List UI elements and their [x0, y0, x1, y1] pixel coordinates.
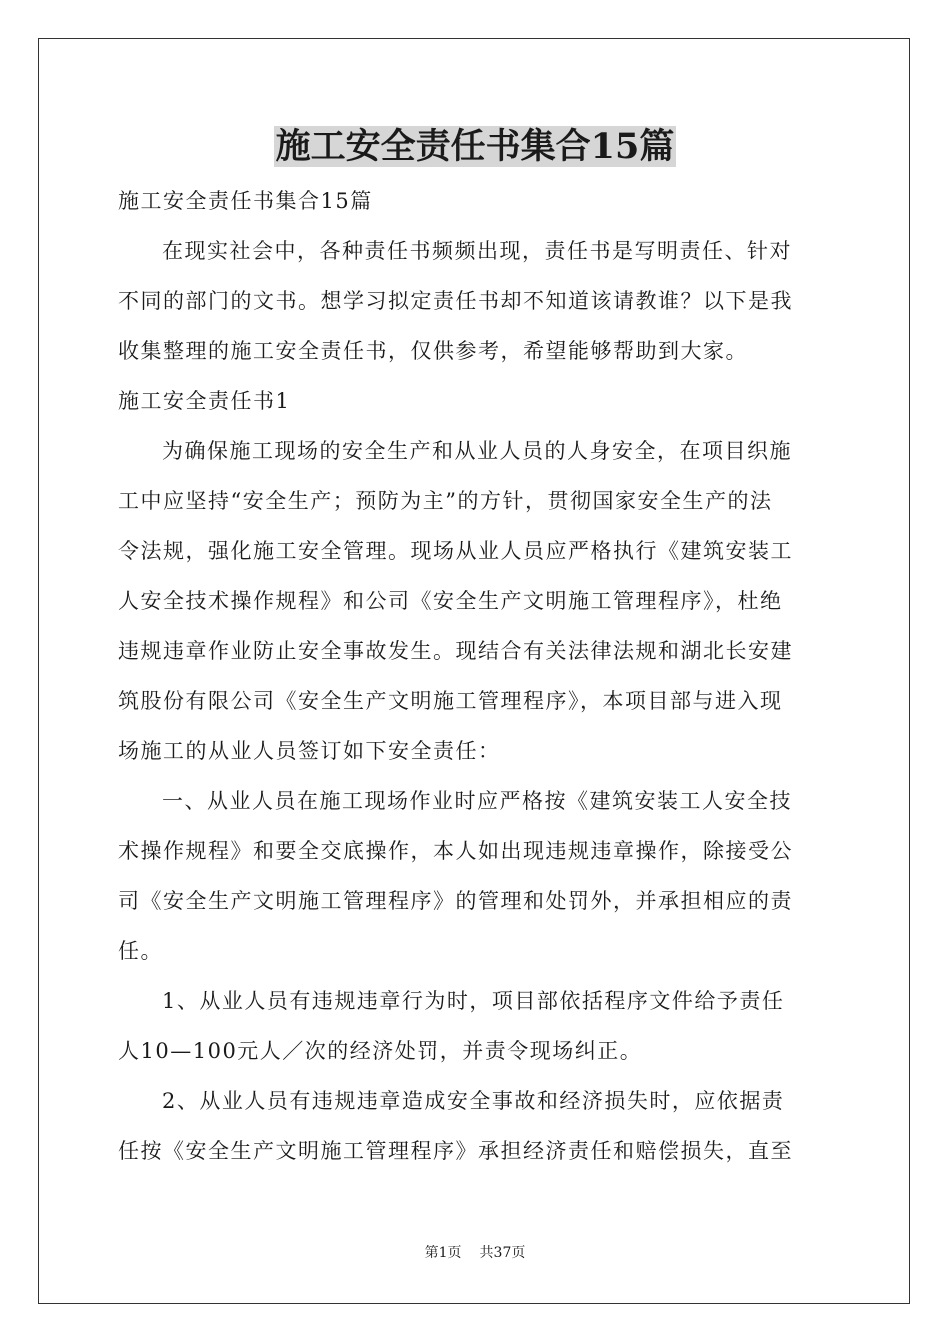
paragraph-line: 任。 — [118, 939, 163, 963]
paragraph-line: 场施工的从业人员签订如下安全责任： — [118, 739, 501, 763]
paragraph-line: 在现实社会中，各种责任书频频出现，责任书是写明责任、针对 — [162, 239, 792, 263]
paragraph-line: 任按《安全生产文明施工管理程序》承担经济责任和赔偿损失，直至 — [118, 1139, 793, 1163]
paragraph-line: 人10—100元人／次的经济处罚，并责令现场纠正。 — [118, 1039, 643, 1063]
page-number: 第1页 — [424, 1245, 462, 1261]
paragraph-line: 令法规，强化施工安全管理。现场从业人员应严格执行《建筑安装工 — [118, 539, 793, 563]
paragraph-line: 司《安全生产文明施工管理程序》的管理和处罚外，并承担相应的责 — [118, 889, 793, 913]
paragraph-line: 筑股份有限公司《安全生产文明施工管理程序》，本项目部与进入现 — [118, 689, 783, 713]
page-total: 共37页 — [479, 1245, 526, 1261]
paragraph-line: 收集整理的施工安全责任书，仅供参考，希望能够帮助到大家。 — [118, 339, 748, 363]
document-title — [0, 122, 950, 172]
paragraph-line: 为确保施工现场的安全生产和从业人员的人身安全，在项目织施 — [162, 439, 792, 463]
paragraph-line: 2、从业人员有违规违章造成安全事故和经济损失时，应依据责 — [162, 1089, 785, 1113]
paragraph-line: 人安全技术操作规程》和公司《安全生产文明施工管理程序》，杜绝 — [118, 589, 783, 613]
subtitle-line: 施工安全责任书集合15篇 — [118, 189, 373, 213]
section-heading: 施工安全责任书1 — [118, 389, 291, 413]
paragraph-line: 1、从业人员有违规违章行为时，项目部依括程序文件给予责任 — [162, 989, 785, 1013]
page-footer — [0, 1244, 950, 1262]
paragraph-line: 违规违章作业防止安全事故发生。现结合有关法律法规和湖北长安建 — [118, 639, 793, 663]
paragraph-line: 工中应坚持“安全生产；预防为主”的方针，贯彻国家安全生产的法 — [118, 489, 773, 513]
paragraph-line: 术操作规程》和要全交底操作，本人如出现违规违章操作，除接受公 — [118, 839, 793, 863]
paragraph-line: 不同的部门的文书。想学习拟定责任书却不知道该请教谁？以下是我 — [118, 289, 793, 313]
document-title-text: 施工安全责任书集合15篇 — [275, 126, 675, 167]
document-body — [118, 176, 832, 1176]
paragraph-line: 一、从业人员在施工现场作业时应严格按《建筑安装工人安全技 — [162, 789, 792, 813]
